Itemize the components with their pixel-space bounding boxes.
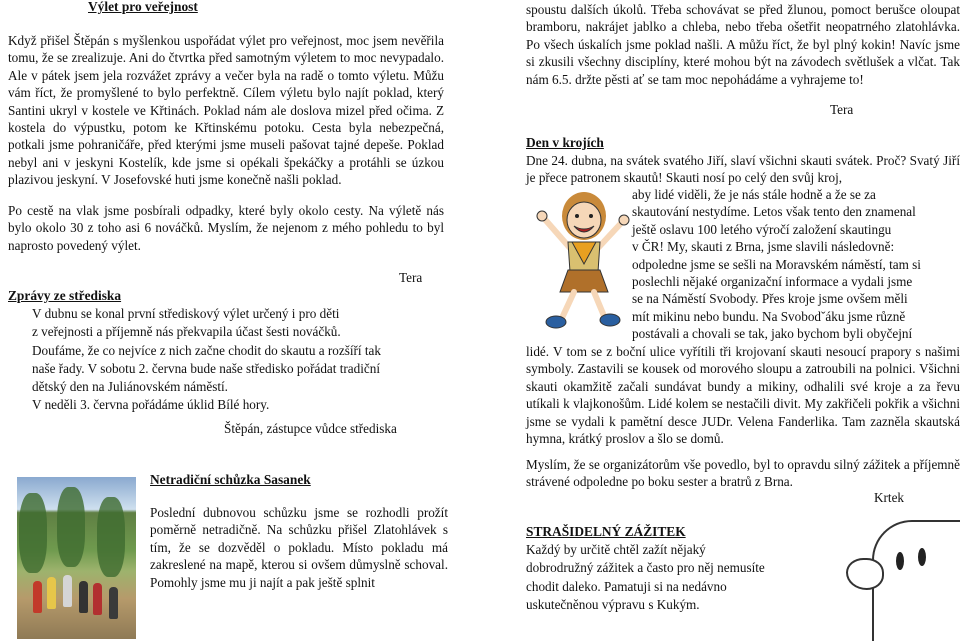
news-body — [32, 305, 452, 415]
ghost-line: chodit daleko. Pamatuji si na nedávno — [526, 578, 727, 594]
article-title-uniforms: Den v krojích — [526, 135, 604, 150]
news-line: naše řady. V sobotu 2. června bude naše středisko pořádat tradiční — [32, 360, 381, 376]
signature-tera: Tera — [399, 270, 423, 285]
article-title-sasanky: Netradiční schůzka Sasanek — [150, 472, 311, 487]
ghost-body — [526, 541, 866, 614]
article-body-trip-2: Po cestě na vlak jsme posbírali odpadky, které byly okolo cesty. Na výletě nás bylo okolo 30 z toho asi 6 nováčků. Myslím, že nejenom z mého pohledu to byl naprosto povedený výlet. — [8, 203, 444, 253]
uniforms-body: lidé. V tom se z boční ulice vyřítili tři krojovaní skauti nesoucí prapory s našimi symboly. Zastavili se kousek od morového sloupu a zatroubili na polnici. Všichni skauti okamžitě začali sundávat bundy a mikiny, odhalili své kroje a za řevu utíkali k vlajkonošům. Lidé kolem se nestačili divit. My zakřičeli pokřik a všichni jsme se vydali k pamětní desce JUDr. Velena Fanderlika. Tam zazněla skautská hymna, krátký proslov a šlo se domů. — [526, 344, 960, 447]
hikers-photo — [17, 477, 136, 639]
uniforms-body-2: Myslím, že se organizátorům vše povedlo, byl to opravdu silný zážitek a příjemně strávené odpoledne po boku sester a bratrů z Brna. — [526, 457, 960, 490]
wrapped-line: v ČR! My, skauti z Brna, jsme slavili následovně: — [632, 239, 895, 255]
ghost-illustration — [872, 520, 960, 641]
ghost-line: uskutečněnou výpravu s Kukým. — [526, 596, 700, 612]
article-body-trip: Když přišel Štěpán s myšlenkou uspořádat výlet pro veřejnost, moc jsem nevěřila tomu, že se zrealizuje. Ani do čtvrtka před samotným výletem to moc nevypadalo. Ale v pátek jsem jela rozvážet zprávy a večer byla na radě o tomto výletu. Můžu vám říct, že promyšlené to bylo perfektně. Cílem výletu bylo najít poklad, který Santini ukryl v kostele ve Křtinách. Poklad nám ale doslova mizel před očima. Z kostela do výpustku, potom ke Křtinskému potoku. Cesta byla nebezpečná, potkali jsme pohraničáře, před kterými jsme museli pašovat tajné depeše. Poklad nebyl ani v jeskyni Kostelík, kde jsme si opékali špekáčky a protáhli se úzkou plazivou jeskyní. V Josefovské huti jsme konečně našli poklad. — [8, 33, 444, 188]
scout-girl-illustration — [532, 186, 632, 336]
signature-tera-2: Tera — [830, 102, 854, 117]
wrapped-line: poslechli nějaké organizační informace a vydali jsme — [632, 274, 913, 290]
wrapped-line: postávali a chovali se tak, jako bychom byli obyčejní — [632, 326, 913, 342]
uniforms-wrapped-text — [632, 186, 960, 343]
sasanky-continuation: spoustu dalších úkolů. Třeba schovávat se před žlunou, pomoct berušce oloupat bramboru, nakrájet jablko a chleba, nebo třeba ošetřit neopatrného zlatohlávka. Po všech úskalích jsme poklad našli. A můžu říct, že byl plný kokin! Navíc jsme si zkusili všechny disciplíny, které mohou být na závodech světlušek a vlčat. Tak nám 6.5. držte pěsti ať se tam moc nepohádáme a vyhrajeme to! — [526, 2, 960, 87]
wrapped-line: odpoledne jsme se sešli na Moravském náměstí, tam si — [632, 256, 921, 272]
wrapped-line: aby lidé viděli, že je nás stále hodně a že se za — [632, 187, 876, 202]
article-body-sasanky: Poslední dubnovou schůzku jsme se rozhodli prožít poměrně netradičně. Na schůzku přišel Zlatohlávek s tím, že se dozvěděl o pokladu. Místo pokladu má zakreslené na mapě, kterou si ovšem důmyslně schoval. Pomohly jsme mu ji najít a pak ještě splnit — [150, 505, 448, 590]
news-line: z veřejnosti a příjemně nás překvapila účast šesti nováčků. — [32, 324, 341, 340]
wrapped-line: mít mikinu nebo bundu. Na Svobodˇáku jsme různě — [632, 308, 906, 324]
uniforms-intro: Dne 24. dubna, na svátek svatého Jiří, slaví všichni skauti svátek. Proč? Svatý Jiří je přece patronem skautů! Skauti nosí po celý den svůj kroj, — [526, 153, 960, 186]
ghost-eye — [918, 548, 926, 566]
news-line: dětský den na Juliánovském náměstí. — [32, 379, 228, 395]
ghost-eye — [896, 552, 904, 570]
news-line: Doufáme, že co nejvíce z nich začne chodit do skautu a rozšíří tak — [32, 342, 381, 358]
wrapped-line: se na Náměstí Svobody. Přes kroje jsme ovšem měli — [632, 291, 908, 307]
wrapped-line: ještě oslavu 100 letého výročí založení skautingu — [632, 221, 892, 237]
news-line: V neděli 3. června pořádáme úklid Bílé hory. — [32, 397, 270, 413]
signature-stepan: Štěpán, zástupce vůdce střediska — [224, 421, 397, 436]
wrapped-line: skautování nestydíme. Letos však tento den znamenal — [632, 204, 916, 220]
signature-krtek: Krtek — [874, 490, 905, 505]
article-title-trip: Výlet pro veřejnost — [88, 0, 198, 14]
news-line: V dubnu se konal první střediskový výlet určený i pro děti — [32, 306, 340, 321]
article-title-ghost: STRAŠIDELNÝ ZÁŽITEK — [526, 524, 686, 539]
ghost-hand — [846, 558, 884, 590]
ghost-line: dobrodružný zážitek a často pro něj nemusíte — [526, 560, 765, 576]
article-title-news: Zprávy ze střediska — [8, 288, 122, 303]
ghost-line: Každý by určitě chtěl zažít nějaký — [526, 542, 706, 557]
